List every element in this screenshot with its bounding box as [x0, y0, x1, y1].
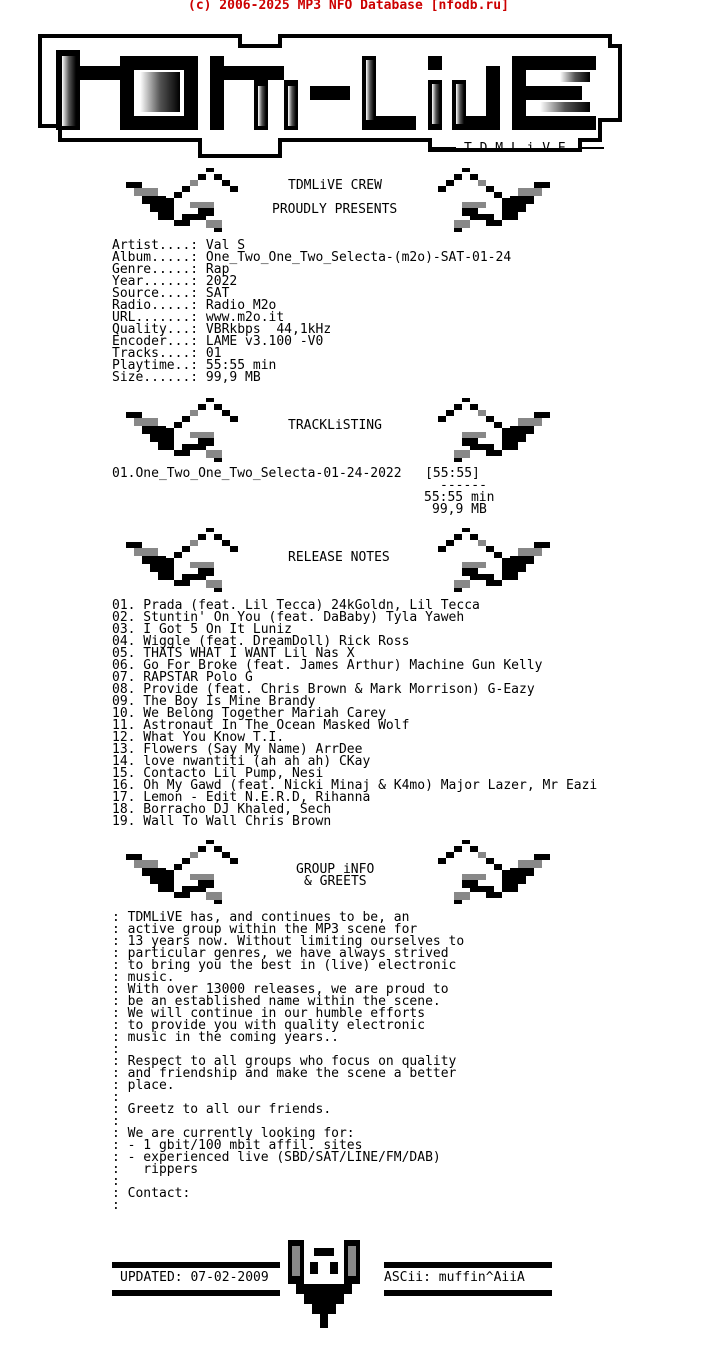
note-line: 17. Lemon - Edit N.E.R.D, Rihanna	[112, 790, 371, 805]
note-line: 14. love nwantiti (ah ah ah) CKay	[112, 754, 371, 769]
note-line: 06. Go For Broke (feat. James Arthur) Machine Gun Kelly	[112, 658, 543, 673]
group-line: : be an established name within the scene.	[112, 994, 441, 1009]
info-line: Quality...: VBRkbps 44,1kHz	[112, 322, 332, 337]
info-line: Radio.....: Radio M2o	[112, 298, 277, 313]
tracklist-title: TRACKLiSTING	[288, 418, 382, 433]
info-line: Genre.....: Rap	[112, 262, 230, 277]
logo-tagline: T D M L i V E	[464, 141, 566, 156]
group-line: :	[112, 1114, 120, 1129]
info-line: URL.......: www.m2o.it	[112, 310, 285, 325]
note-line: 10. We Belong Together Mariah Carey	[112, 706, 386, 721]
info-line: Encoder...: LAME v3.100 -V0	[112, 334, 324, 349]
note-line: 18. Borracho DJ Khaled, Sech	[112, 802, 332, 817]
group-line: : particular genres, we have always strived	[112, 946, 449, 961]
tdmlive-logo	[0, 0, 704, 170]
total-time: 55:55 min	[424, 490, 495, 505]
group-line: : We are currently looking for:	[112, 1126, 355, 1141]
ornament-icon	[430, 840, 550, 904]
group-line: : Respect to all groups who focus on quality	[112, 1054, 457, 1069]
note-line: 15. Contacto Lil Pump, Nesi	[112, 766, 324, 781]
note-line: 13. Flowers (Say My Name) ArrDee	[112, 742, 363, 757]
ornament-icon	[126, 528, 246, 592]
note-line: 07. RAPSTAR Polo G	[112, 670, 253, 685]
note-line: 09. The Boy Is Mine Brandy	[112, 694, 316, 709]
group-line: : active group within the MP3 scene for	[112, 922, 418, 937]
group-title2: & GREETS	[304, 874, 367, 889]
info-line: Playtime..: 55:55 min	[112, 358, 277, 373]
group-line: : Greetz to all our friends.	[112, 1102, 332, 1117]
note-line: 19. Wall To Wall Chris Brown	[112, 814, 332, 829]
info-line: Album.....: One_Two_One_Two_Selecta-(m2o)-SAT-01-24	[112, 250, 512, 265]
track-line: 01.One_Two_One_Two_Selecta-01-24-2022 [55:55]	[112, 466, 480, 481]
group-line: : - experienced live (SBD/SAT/LINE/FM/DAB)	[112, 1150, 441, 1165]
group-line: : music.	[112, 970, 175, 985]
ornament-icon	[126, 398, 246, 462]
group-line: : place.	[112, 1078, 175, 1093]
total-size: 99,9 MB	[432, 502, 487, 517]
group-line: : and friendship and make the scene a better	[112, 1066, 457, 1081]
note-line: 01. Prada (feat. Lil Tecca) 24kGoldn, Lil Tecca	[112, 598, 480, 613]
group-line: : With over 13000 releases, we are proud to	[112, 982, 449, 997]
notes-title: RELEASE NOTES	[288, 550, 390, 565]
group-line: : music in the coming years..	[112, 1030, 339, 1045]
note-line: 03. I Got 5 On It Luniz	[112, 622, 293, 637]
group-line: : Contact:	[112, 1186, 191, 1201]
note-line: 04. Wiggle (feat. DreamDoll) Rick Ross	[112, 634, 410, 649]
group-line: : 13 years now. Without limiting ourselves to	[112, 934, 465, 949]
ascii-credit: ASCii: muffin^AiiA	[384, 1270, 525, 1285]
group-line: :	[112, 1042, 120, 1057]
info-line: Year......: 2022	[112, 274, 238, 289]
crew-line1: TDMLiVE CREW	[288, 178, 382, 193]
group-line: : rippers	[112, 1162, 199, 1177]
tracklist-rule: ------	[440, 478, 487, 493]
group-line: :	[112, 1090, 120, 1105]
info-line: Source....: SAT	[112, 286, 230, 301]
group-line: :	[112, 1174, 120, 1189]
group-line: : TDMLiVE has, and continues to be, an	[112, 910, 410, 925]
footer-bar-right-top	[384, 1262, 552, 1268]
group-line: : to bring you the best in (live) electronic	[112, 958, 457, 973]
note-line: 05. THATS WHAT I WANT Lil Nas X	[112, 646, 355, 661]
updated-label: UPDATED: 07-02-2009	[120, 1270, 269, 1285]
note-line: 11. Astronaut In The Ocean Masked Wolf	[112, 718, 410, 733]
note-line: 16. Oh My Gawd (feat. Nicki Minaj & K4mo) Major Lazer, Mr Eazi	[112, 778, 598, 793]
note-line: 02. Stuntin' On You (feat. DaBaby) Tyla Yaweh	[112, 610, 465, 625]
info-line: Tracks....: 01	[112, 346, 222, 361]
ornament-icon	[126, 168, 246, 232]
crew-line2: PROUDLY PRESENTS	[272, 202, 398, 217]
group-line: : - 1 gbit/100 mbit affil. sites	[112, 1138, 363, 1153]
info-line: Artist....: Val S	[112, 238, 246, 253]
note-line: 12. What You Know T.I.	[112, 730, 285, 745]
group-line: : to provide you with quality electronic	[112, 1018, 426, 1033]
ornament-icon	[126, 840, 246, 904]
ornament-icon	[430, 398, 550, 462]
group-line: : We will continue in our humble efforts	[112, 1006, 426, 1021]
info-line: Size......: 99,9 MB	[112, 370, 261, 385]
ornament-icon	[430, 528, 550, 592]
note-line: 08. Provide (feat. Chris Brown & Mark Morrison) G-Eazy	[112, 682, 535, 697]
footer-bar-right-bottom	[384, 1290, 552, 1296]
group-title1: GROUP iNFO	[296, 862, 375, 877]
group-line: :	[112, 1198, 120, 1213]
footer-bar-left-bottom	[112, 1290, 280, 1296]
copyright-header: (c) 2006-2025 MP3 NFO Database [nfodb.ru]	[188, 0, 509, 13]
footer-bar-left-top	[112, 1262, 280, 1268]
ornament-icon	[430, 168, 550, 232]
